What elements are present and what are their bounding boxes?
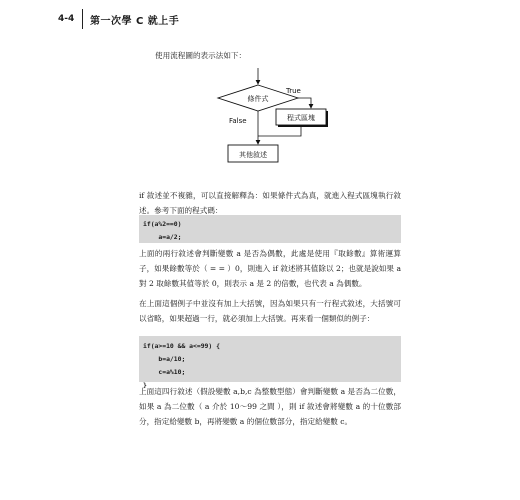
code-line: } — [143, 381, 147, 389]
decision-label: 條件式 — [247, 95, 269, 103]
false-label: False — [229, 117, 247, 125]
program-block-label: 程式區塊 — [287, 114, 315, 122]
true-path-arrow — [298, 98, 311, 108]
intro-text: 使用流程圖的表示法如下： — [155, 51, 247, 60]
code-line: if(a>=10 && a<=99) { — [143, 342, 220, 350]
paragraph-2: 上面的兩行敘述會判斷變數 a 是否為偶數，此處是使用『取餘數』算術運算子，如果餘數等於（ = = ）0，則進入 if 敘述將其值除以 2；也就是說如果 a 對 2 取餘數其值等於 0，則表示 a 是 2 的倍數，也代表 a 為偶數。 — [139, 249, 401, 288]
program-block-shadow — [278, 125, 328, 127]
page-number: 4-4 — [58, 14, 75, 24]
code-line: b=a/10; — [143, 355, 186, 363]
paragraph-1: if 敘述並不複雜，可以直接解釋為：如果條件式為真，就進入程式區塊執行敘述。參考下面的程式碼： — [139, 191, 401, 215]
code-line: if(a%2==0) — [143, 220, 182, 228]
paragraph-4: 上面這四行敘述（假設變數 a,b,c 為整數型態）會判斷變數 a 是否為二位數，如果 a 為二位數（ a 介於 10～99 之間 ），則 if 敘述會將變數 a 的十位數部分，指定給變數 b，再將變數 a 的個位數部分，指定給變數 c。 — [139, 387, 401, 426]
code-block-1 — [139, 215, 401, 243]
book-title: 第一次學 C 就上手 — [90, 15, 180, 27]
code-line: a=a/2; — [143, 233, 182, 241]
other-statement-label: 其他敘述 — [239, 151, 267, 159]
code-block-2 — [139, 336, 401, 389]
true-label: True — [286, 87, 301, 95]
code-line: c=a%10; — [143, 368, 186, 376]
block-return-line — [258, 127, 301, 136]
paragraph-3: 在上面這個例子中並沒有加上大括號，因為如果只有一行程式敘述，大括號可以省略，如果超過一行，就必須加上大括號。再來看一個類似的例子： — [139, 299, 401, 323]
